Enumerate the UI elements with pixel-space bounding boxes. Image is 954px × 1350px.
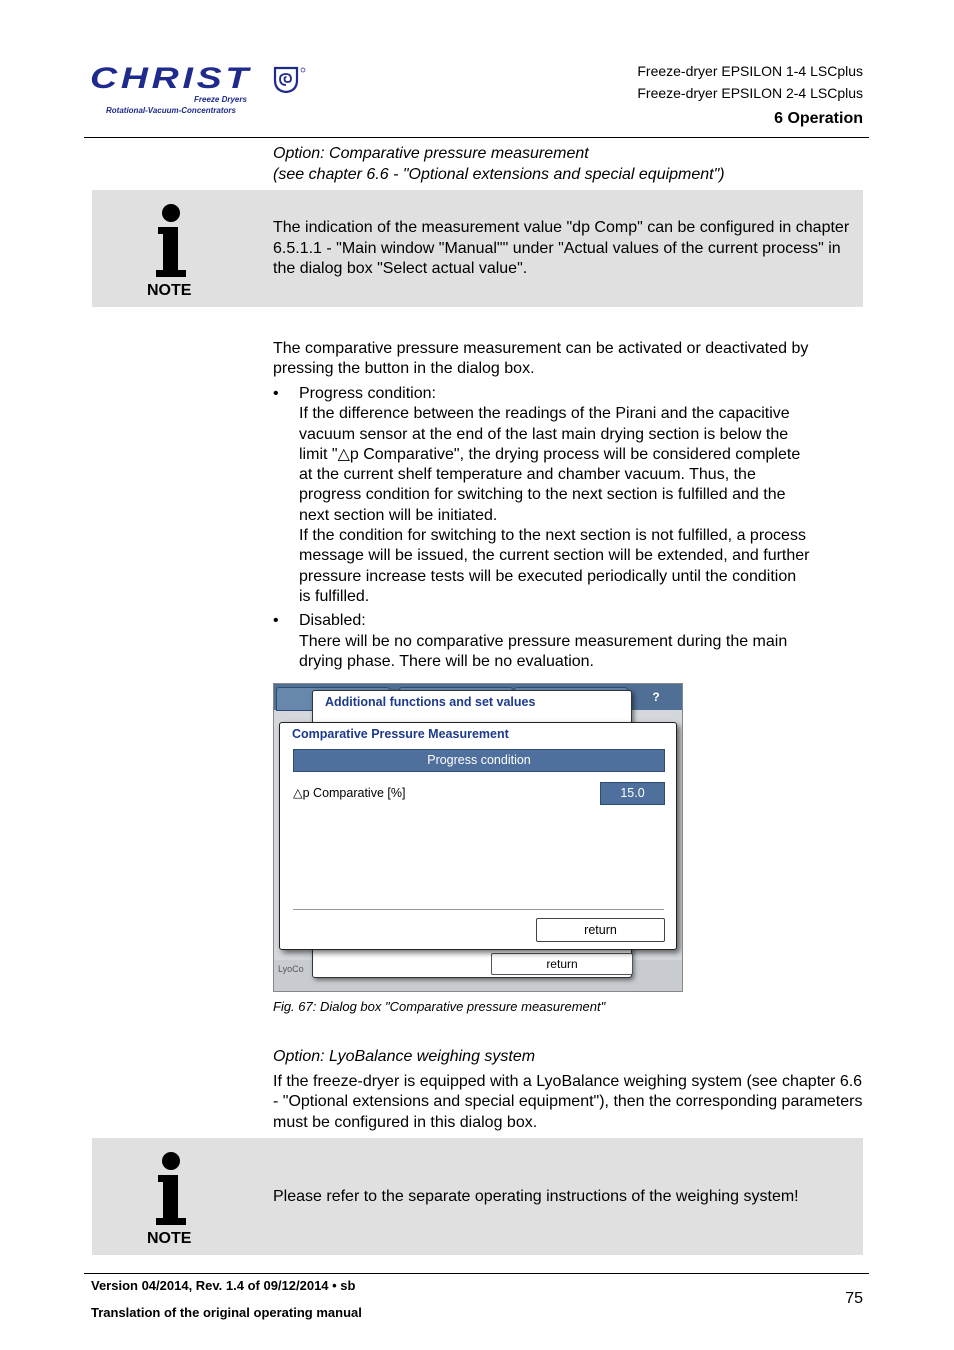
note-text: Please refer to the separate operating instructions of the weighing system! <box>273 1188 799 1205</box>
option-lyobalance-title: Option: LyoBalance weighing system <box>273 1048 536 1065</box>
dp-comparative-value-field[interactable]: 15.0 <box>600 782 665 805</box>
logo-subtitle-freeze-dryers: Freeze Dryers <box>194 95 247 104</box>
note-label: NOTE <box>147 282 192 299</box>
bullet-line: If the difference between the readings of the Pirani and the capacitive <box>299 405 790 423</box>
bullet-line: pressure increase tests will be executed periodically until the condition <box>299 567 797 585</box>
option-comparative-title: Option: Comparative pressure measurement <box>273 145 589 162</box>
note-text: The indication of the measurement value "dp Comp" can be configured in chapter 6.5.1.1 - "Main window "Manual"" under "Actual values of the current process" in the dialog box "Select actual value". <box>273 219 850 277</box>
note-box-1 <box>92 190 863 307</box>
header-rule <box>84 137 869 138</box>
dp-comparative-label: △p Comparative [%] <box>293 786 406 800</box>
bullet-disabled <box>273 611 868 672</box>
bullet-line: progress condition for switching to the next section is fulfilled and the <box>299 486 786 504</box>
dialog-screenshot <box>273 683 683 992</box>
header-product-2: Freeze-dryer EPSILON 2-4 LSCplus <box>637 85 863 101</box>
return-button[interactable]: return <box>491 953 633 975</box>
christ-logo-wordmark: CHRIST <box>90 62 253 95</box>
bullet-line: limit "△p Comparative", the drying process will be considered complete <box>299 445 801 463</box>
comparative-pressure-dialog <box>279 722 677 950</box>
option-lyobalance-text: If the freeze-dryer is equipped with a LyoBalance weighing system (see chapter 6.6 - "Optional extensions and special equipment"), then the corresponding parameters must be configured in this dialog box. <box>273 1073 863 1131</box>
note-label: NOTE <box>147 1230 192 1247</box>
page-number: 75 <box>845 1290 863 1307</box>
footer-label: LyoCo <box>278 964 304 974</box>
figure-caption: Fig. 67: Dialog box "Comparative pressure measurement" <box>273 999 606 1014</box>
bullet-line: drying phase. There will be no evaluation. <box>299 652 594 670</box>
footer-translation: Translation of the original operating manual <box>91 1305 362 1320</box>
bullet-line: There will be no comparative pressure measurement during the main <box>299 632 788 650</box>
christ-emblem-icon <box>272 66 308 94</box>
info-icon <box>128 1148 214 1228</box>
bullet-line: vacuum sensor at the end of the last main drying section is below the <box>299 425 789 443</box>
footer-rule <box>84 1273 869 1274</box>
info-icon <box>128 200 214 280</box>
bullet-list <box>273 384 868 672</box>
bullet-title: • Progress condition: <box>299 385 436 402</box>
dialog-title: Comparative Pressure Measurement <box>292 727 509 741</box>
return-button[interactable]: return <box>536 918 665 942</box>
bullet-line: If the condition for switching to the next section is not fulfilled, a process <box>299 527 806 545</box>
progress-condition-button[interactable]: Progress condition <box>293 749 665 772</box>
logo-subtitle-concentrators: Rotational-Vacuum-Concentrators <box>106 106 236 115</box>
header-product-1: Freeze-dryer EPSILON 1-4 LSCplus <box>637 63 863 79</box>
header-section-title: 6 Operation <box>774 110 863 127</box>
option-comparative-subtitle: (see chapter 6.6 - "Optional extensions and special equipment") <box>273 166 725 183</box>
dialog-title: Additional functions and set values <box>325 695 536 709</box>
bullet-line: is fulfilled. <box>299 587 370 605</box>
intro-paragraph: The comparative pressure measurement can be activated or deactivated by pressing the button in the dialog box. <box>273 340 809 378</box>
bullet-line: at the current shelf temperature and chamber vacuum. Thus, the <box>299 466 756 484</box>
bullet-title: • Disabled: <box>299 612 366 630</box>
help-button[interactable]: ? <box>652 690 660 704</box>
bullet-progress-condition <box>273 384 868 607</box>
footer-version: Version 04/2014, Rev. 1.4 of 09/12/2014 • sb <box>91 1278 356 1293</box>
dialog-separator <box>293 909 664 910</box>
note-box-2 <box>92 1138 863 1255</box>
bullet-line: message will be issued, the current section will be extended, and further <box>299 547 810 565</box>
bullet-line: next section will be initiated. <box>299 506 498 524</box>
